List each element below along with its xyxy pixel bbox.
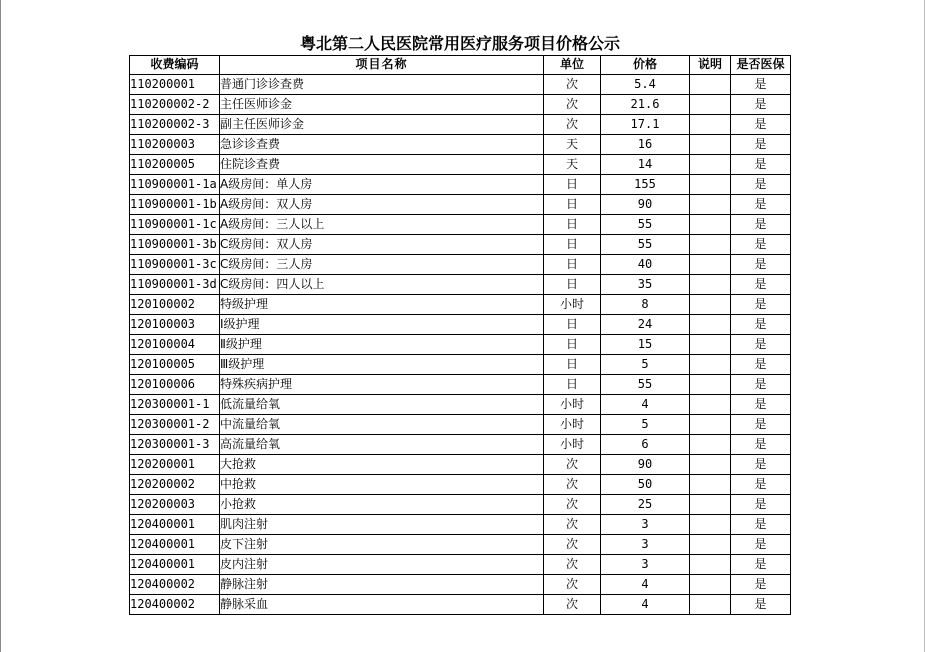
cell-note xyxy=(690,275,731,295)
cell-price: 6 xyxy=(601,435,690,455)
cell-unit: 日 xyxy=(544,255,601,275)
cell-insured: 是 xyxy=(731,535,791,555)
cell-name: 静脉注射 xyxy=(220,575,544,595)
cell-unit: 日 xyxy=(544,275,601,295)
cell-code: 120300001-1 xyxy=(130,395,220,415)
cell-insured: 是 xyxy=(731,435,791,455)
cell-insured: 是 xyxy=(731,355,791,375)
cell-code: 120100002 xyxy=(130,295,220,315)
cell-unit: 日 xyxy=(544,235,601,255)
cell-note xyxy=(690,175,731,195)
cell-note xyxy=(690,355,731,375)
cell-price: 5.4 xyxy=(601,75,690,95)
cell-note xyxy=(690,395,731,415)
cell-insured: 是 xyxy=(731,395,791,415)
cell-note xyxy=(690,155,731,175)
cell-price: 14 xyxy=(601,155,690,175)
cell-code: 120400002 xyxy=(130,575,220,595)
cell-code: 120100003 xyxy=(130,315,220,335)
cell-price: 55 xyxy=(601,235,690,255)
cell-name: C级房间：双人房 xyxy=(220,235,544,255)
cell-unit: 次 xyxy=(544,455,601,475)
cell-code: 110200003 xyxy=(130,135,220,155)
table-row xyxy=(130,75,791,95)
cell-unit: 日 xyxy=(544,315,601,335)
cell-insured: 是 xyxy=(731,155,791,175)
cell-note xyxy=(690,575,731,595)
cell-name: 高流量给氧 xyxy=(220,435,544,455)
cell-name: 特级护理 xyxy=(220,295,544,315)
cell-price: 90 xyxy=(601,195,690,215)
page-edge-left xyxy=(0,0,1,652)
cell-price: 55 xyxy=(601,215,690,235)
cell-code: 120400001 xyxy=(130,555,220,575)
cell-price: 50 xyxy=(601,475,690,495)
table-row xyxy=(130,95,791,115)
cell-unit: 小时 xyxy=(544,415,601,435)
cell-price: 155 xyxy=(601,175,690,195)
cell-note xyxy=(690,555,731,575)
cell-insured: 是 xyxy=(731,115,791,135)
cell-unit: 日 xyxy=(544,195,601,215)
cell-name: 小抢救 xyxy=(220,495,544,515)
header-insured: 是否医保 xyxy=(731,56,791,75)
cell-code: 120400001 xyxy=(130,535,220,555)
table-row xyxy=(130,355,791,375)
table-row xyxy=(130,175,791,195)
cell-code: 120300001-3 xyxy=(130,435,220,455)
cell-price: 8 xyxy=(601,295,690,315)
cell-unit: 次 xyxy=(544,95,601,115)
table-row xyxy=(130,575,791,595)
table-row xyxy=(130,275,791,295)
cell-unit: 小时 xyxy=(544,395,601,415)
cell-note xyxy=(690,315,731,335)
cell-name: 中抢救 xyxy=(220,475,544,495)
table-row xyxy=(130,235,791,255)
cell-insured: 是 xyxy=(731,215,791,235)
cell-price: 4 xyxy=(601,595,690,615)
cell-price: 24 xyxy=(601,315,690,335)
table-row xyxy=(130,515,791,535)
cell-price: 3 xyxy=(601,555,690,575)
table-row xyxy=(130,335,791,355)
cell-code: 120300001-2 xyxy=(130,415,220,435)
cell-insured: 是 xyxy=(731,415,791,435)
cell-name: 普通门诊诊查费 xyxy=(220,75,544,95)
cell-name: C级房间：三人房 xyxy=(220,255,544,275)
cell-name: Ⅰ级护理 xyxy=(220,315,544,335)
cell-price: 21.6 xyxy=(601,95,690,115)
table-body xyxy=(130,75,791,615)
cell-code: 120400002 xyxy=(130,595,220,615)
cell-unit: 次 xyxy=(544,115,601,135)
header-unit: 单位 xyxy=(544,56,601,75)
cell-unit: 次 xyxy=(544,535,601,555)
cell-code: 120400001 xyxy=(130,515,220,535)
cell-code: 110900001-3d xyxy=(130,275,220,295)
cell-code: 120200002 xyxy=(130,475,220,495)
cell-note xyxy=(690,115,731,135)
document-title: 粤北第二人民医院常用医疗服务项目价格公示 xyxy=(299,34,620,53)
cell-insured: 是 xyxy=(731,75,791,95)
cell-note xyxy=(690,455,731,475)
cell-note xyxy=(690,375,731,395)
cell-insured: 是 xyxy=(731,455,791,475)
cell-name: 皮内注射 xyxy=(220,555,544,575)
cell-unit: 日 xyxy=(544,335,601,355)
cell-name: A级房间：双人房 xyxy=(220,195,544,215)
cell-unit: 次 xyxy=(544,555,601,575)
cell-name: 主任医师诊金 xyxy=(220,95,544,115)
cell-insured: 是 xyxy=(731,95,791,115)
cell-name: Ⅱ级护理 xyxy=(220,335,544,355)
cell-note xyxy=(690,475,731,495)
cell-unit: 次 xyxy=(544,495,601,515)
cell-code: 110900001-1b xyxy=(130,195,220,215)
cell-price: 90 xyxy=(601,455,690,475)
cell-unit: 次 xyxy=(544,75,601,95)
cell-price: 40 xyxy=(601,255,690,275)
cell-name: 特殊疾病护理 xyxy=(220,375,544,395)
cell-unit: 次 xyxy=(544,595,601,615)
table-row xyxy=(130,195,791,215)
cell-insured: 是 xyxy=(731,335,791,355)
table-row xyxy=(130,435,791,455)
header-note: 说明 xyxy=(690,56,731,75)
header-name: 项目名称 xyxy=(220,56,544,75)
cell-insured: 是 xyxy=(731,515,791,535)
table-row xyxy=(130,115,791,135)
table-row xyxy=(130,255,791,275)
cell-insured: 是 xyxy=(731,175,791,195)
header-price: 价格 xyxy=(601,56,690,75)
cell-note xyxy=(690,515,731,535)
cell-unit: 日 xyxy=(544,215,601,235)
cell-price: 17.1 xyxy=(601,115,690,135)
cell-insured: 是 xyxy=(731,135,791,155)
price-table xyxy=(129,55,791,615)
cell-code: 120200001 xyxy=(130,455,220,475)
cell-code: 110900001-3c xyxy=(130,255,220,275)
table-row xyxy=(130,315,791,335)
cell-unit: 小时 xyxy=(544,435,601,455)
cell-insured: 是 xyxy=(731,595,791,615)
cell-note xyxy=(690,495,731,515)
table-row xyxy=(130,135,791,155)
cell-unit: 次 xyxy=(544,475,601,495)
cell-name: 中流量给氧 xyxy=(220,415,544,435)
table-row xyxy=(130,375,791,395)
cell-note xyxy=(690,135,731,155)
cell-code: 110200001 xyxy=(130,75,220,95)
cell-note xyxy=(690,215,731,235)
cell-unit: 天 xyxy=(544,135,601,155)
cell-unit: 日 xyxy=(544,355,601,375)
cell-insured: 是 xyxy=(731,555,791,575)
cell-unit: 小时 xyxy=(544,295,601,315)
cell-code: 120100004 xyxy=(130,335,220,355)
table-row xyxy=(130,415,791,435)
cell-price: 4 xyxy=(601,395,690,415)
cell-insured: 是 xyxy=(731,495,791,515)
cell-unit: 次 xyxy=(544,515,601,535)
cell-insured: 是 xyxy=(731,375,791,395)
cell-name: 静脉采血 xyxy=(220,595,544,615)
cell-name: Ⅲ级护理 xyxy=(220,355,544,375)
table-row xyxy=(130,535,791,555)
table-row xyxy=(130,155,791,175)
cell-note xyxy=(690,415,731,435)
cell-price: 5 xyxy=(601,415,690,435)
cell-insured: 是 xyxy=(731,235,791,255)
cell-unit: 次 xyxy=(544,575,601,595)
cell-note xyxy=(690,295,731,315)
cell-name: 住院诊查费 xyxy=(220,155,544,175)
cell-unit: 日 xyxy=(544,375,601,395)
cell-insured: 是 xyxy=(731,195,791,215)
cell-name: 大抢救 xyxy=(220,455,544,475)
cell-note xyxy=(690,435,731,455)
cell-name: A级房间：单人房 xyxy=(220,175,544,195)
table-row xyxy=(130,295,791,315)
cell-price: 25 xyxy=(601,495,690,515)
cell-name: 副主任医师诊金 xyxy=(220,115,544,135)
cell-code: 120200003 xyxy=(130,495,220,515)
cell-code: 110200002-3 xyxy=(130,115,220,135)
cell-note xyxy=(690,595,731,615)
cell-price: 15 xyxy=(601,335,690,355)
cell-code: 110900001-1a xyxy=(130,175,220,195)
cell-insured: 是 xyxy=(731,475,791,495)
cell-insured: 是 xyxy=(731,315,791,335)
cell-note xyxy=(690,335,731,355)
cell-price: 4 xyxy=(601,575,690,595)
header-code: 收费编码 xyxy=(130,56,220,75)
table-row xyxy=(130,595,791,615)
cell-name: 低流量给氧 xyxy=(220,395,544,415)
table-row xyxy=(130,555,791,575)
table-row xyxy=(130,495,791,515)
cell-price: 3 xyxy=(601,515,690,535)
cell-insured: 是 xyxy=(731,575,791,595)
table-header-row xyxy=(130,56,791,75)
cell-insured: 是 xyxy=(731,295,791,315)
cell-code: 120100005 xyxy=(130,355,220,375)
cell-price: 35 xyxy=(601,275,690,295)
cell-price: 55 xyxy=(601,375,690,395)
cell-note xyxy=(690,195,731,215)
cell-name: 皮下注射 xyxy=(220,535,544,555)
cell-name: C级房间：四人以上 xyxy=(220,275,544,295)
cell-code: 120100006 xyxy=(130,375,220,395)
cell-insured: 是 xyxy=(731,255,791,275)
cell-name: 急诊诊查费 xyxy=(220,135,544,155)
cell-name: A级房间：三人以上 xyxy=(220,215,544,235)
table-row xyxy=(130,215,791,235)
cell-price: 5 xyxy=(601,355,690,375)
cell-note xyxy=(690,235,731,255)
cell-insured: 是 xyxy=(731,275,791,295)
cell-note xyxy=(690,75,731,95)
cell-note xyxy=(690,535,731,555)
cell-code: 110200002-2 xyxy=(130,95,220,115)
table-row xyxy=(130,395,791,415)
cell-code: 110200005 xyxy=(130,155,220,175)
table-row xyxy=(130,475,791,495)
cell-name: 肌肉注射 xyxy=(220,515,544,535)
cell-price: 16 xyxy=(601,135,690,155)
cell-price: 3 xyxy=(601,535,690,555)
cell-code: 110900001-3b xyxy=(130,235,220,255)
cell-note xyxy=(690,255,731,275)
cell-unit: 日 xyxy=(544,175,601,195)
cell-code: 110900001-1c xyxy=(130,215,220,235)
table-row xyxy=(130,455,791,475)
cell-unit: 天 xyxy=(544,155,601,175)
cell-note xyxy=(690,95,731,115)
